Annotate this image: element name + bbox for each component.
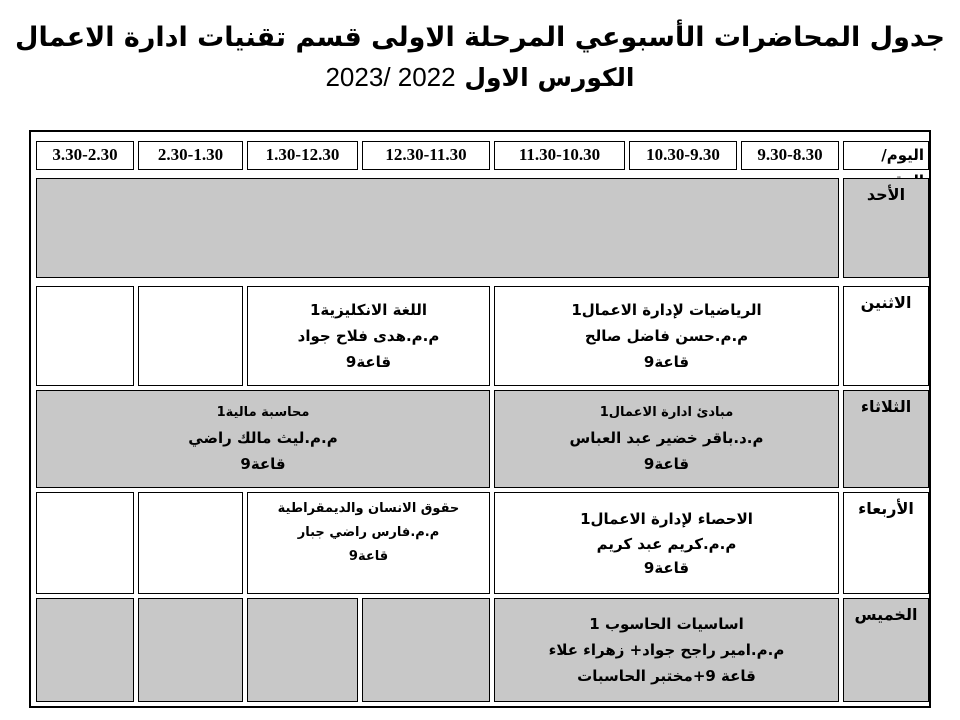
thursday-empty-6 [138, 598, 243, 702]
lecture-teacher: م.م.حسن فاضل صالح [584, 327, 749, 345]
lecture-subject: اساسيات الحاسوب 1 [589, 615, 744, 633]
day-sunday: الأحد [843, 178, 929, 278]
lecture-tuesday-accounting [36, 390, 490, 488]
slot-header-7: 3.30-2.30 [36, 141, 134, 170]
lecture-room: قاعة9 [348, 549, 389, 564]
slot-header-5: 1.30-12.30 [247, 141, 358, 170]
lecture-subject: الاحصاء لإدارة الاعمال1 [580, 510, 753, 528]
lecture-room: قاعة9 [240, 455, 286, 473]
thursday-empty-5 [247, 598, 358, 702]
lecture-teacher: م.د.باقر خضير عبد العباس [569, 429, 764, 447]
schedule-title: جدول المحاضرات الأسبوعي المرحلة الاولى قسم تقنيات ادارة الاعمال [15, 22, 945, 53]
semester-label: الكورس الاول [464, 63, 635, 92]
thursday-empty-4 [362, 598, 490, 702]
lecture-monday-english [247, 286, 490, 386]
thursday-empty-7 [36, 598, 134, 702]
slot-header-2: 10.30-9.30 [629, 141, 737, 170]
lecture-monday-math [494, 286, 839, 386]
lecture-room: قاعة 9+مختبر الحاسبات [577, 667, 756, 685]
day-monday: الاثنين [843, 286, 929, 386]
lecture-teacher: م.م.امير راجح جواد+ زهراء علاء [548, 641, 785, 659]
wednesday-empty-6 [138, 492, 243, 594]
monday-empty-6 [138, 286, 243, 386]
lecture-subject: حقوق الانسان والديمقراطية [277, 501, 460, 516]
day-time-header: اليوم/ [843, 141, 929, 170]
lecture-tuesday-principles [494, 390, 839, 488]
lecture-teacher: م.م.ليث مالك راضي [188, 429, 338, 447]
lecture-subject: مبادئ ادارة الاعمال1 [599, 405, 734, 420]
day-tuesday: الثلاثاء [843, 390, 929, 488]
lecture-subject: الرياضيات لإدارة الاعمال1 [571, 301, 762, 319]
lecture-room: قاعة9 [345, 353, 392, 371]
lecture-room: قاعة9 [643, 353, 690, 371]
lecture-teacher: م.م.هدى فلاح جواد [297, 327, 440, 345]
slot-header-6: 2.30-1.30 [138, 141, 243, 170]
day-thursday: الخميس [843, 598, 929, 702]
slot-header-4: 12.30-11.30 [362, 141, 490, 170]
sunday-empty [36, 178, 839, 278]
lecture-teacher: م.م.كريم عبد كريم [596, 535, 737, 553]
lecture-subject: اللغة الانكليزية1 [309, 301, 428, 319]
lecture-subject: محاسبة مالية1 [216, 405, 310, 420]
lecture-room: قاعة9 [643, 559, 690, 577]
schedule-table [29, 130, 931, 708]
lecture-wednesday-stats [494, 492, 839, 594]
lecture-thursday-computer [494, 598, 839, 702]
lecture-teacher: م.م.فارس راضي جبار [297, 525, 440, 540]
lecture-room: قاعة9 [643, 455, 690, 473]
monday-empty-7 [36, 286, 134, 386]
lecture-wednesday-rights [247, 492, 490, 594]
academic-year: 2022 /2023 [325, 62, 456, 92]
day-wednesday: الأربعاء [843, 492, 929, 594]
wednesday-empty-7 [36, 492, 134, 594]
slot-header-1: 9.30-8.30 [741, 141, 839, 170]
semester-line [0, 62, 960, 93]
slot-header-3: 11.30-10.30 [494, 141, 625, 170]
